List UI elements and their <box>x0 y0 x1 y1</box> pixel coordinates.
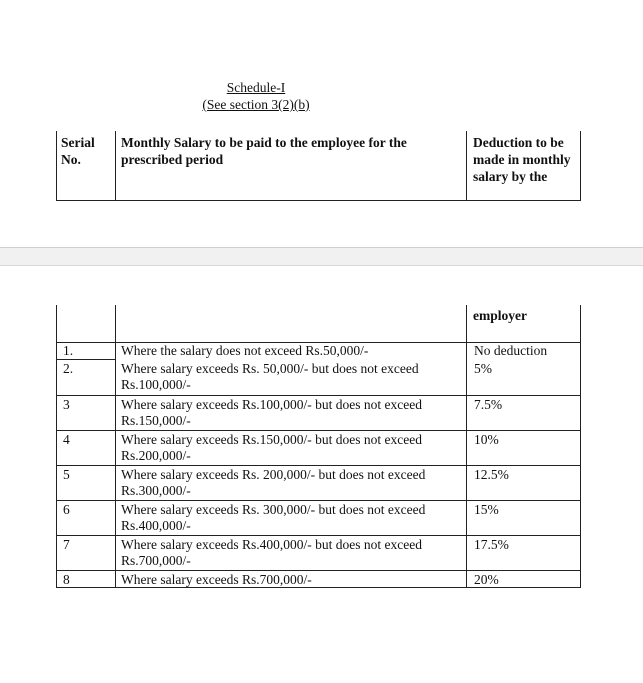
row-serial: 8 <box>63 572 70 587</box>
page-separator <box>0 247 643 266</box>
schedule-title: Schedule-I <box>226 80 286 95</box>
row-deduction: 5% <box>474 361 492 376</box>
row-description: Where salary exceeds Rs.400,000/- but does not exceed Rs.700,000/- <box>121 537 423 568</box>
header-deduction-cont: employer <box>473 308 527 323</box>
row-description: Where salary exceeds Rs. 200,000/- but does not exceed Rs.300,000/- <box>121 467 426 498</box>
row-description: Where salary exceeds Rs.150,000/- but does not exceed Rs.200,000/- <box>121 432 423 463</box>
row-description: Where salary exceeds Rs.100,000/- but does not exceed Rs.150,000/- <box>121 397 423 428</box>
row-deduction: 12.5% <box>474 467 509 482</box>
row-deduction: 17.5% <box>474 537 509 552</box>
row-serial: 6 <box>63 502 70 517</box>
row-serial: 3 <box>63 397 70 412</box>
row-serial: 2. <box>63 361 74 376</box>
row-serial: 5 <box>63 467 70 482</box>
row-serial: 7 <box>63 537 70 552</box>
row-serial: 4 <box>63 432 70 447</box>
row-deduction: 10% <box>474 432 499 447</box>
schedule-subtitle: (See section 3(2)(b) <box>202 97 310 112</box>
row-serial: 1. <box>63 343 74 358</box>
row-deduction: 15% <box>474 502 499 517</box>
header-deduction: Deduction to be made in monthly salary by the <box>473 135 571 184</box>
row-description: Where salary exceeds Rs. 300,000/- but does not exceed Rs.400,000/- <box>121 502 426 533</box>
row-deduction: 7.5% <box>474 397 503 412</box>
row-description: Where salary exceeds Rs. 50,000/- but does not exceed Rs.100,000/- <box>121 361 419 392</box>
header-serial: Serial No. <box>61 135 95 167</box>
row-deduction: 20% <box>474 572 499 587</box>
row-deduction: No deduction <box>474 343 548 358</box>
header-salary: Monthly Salary to be paid to the employee for the prescribed period <box>121 135 407 167</box>
row-description: Where the salary does not exceed Rs.50,000/- <box>121 343 369 358</box>
row-description: Where salary exceeds Rs.700,000/- <box>121 572 312 587</box>
